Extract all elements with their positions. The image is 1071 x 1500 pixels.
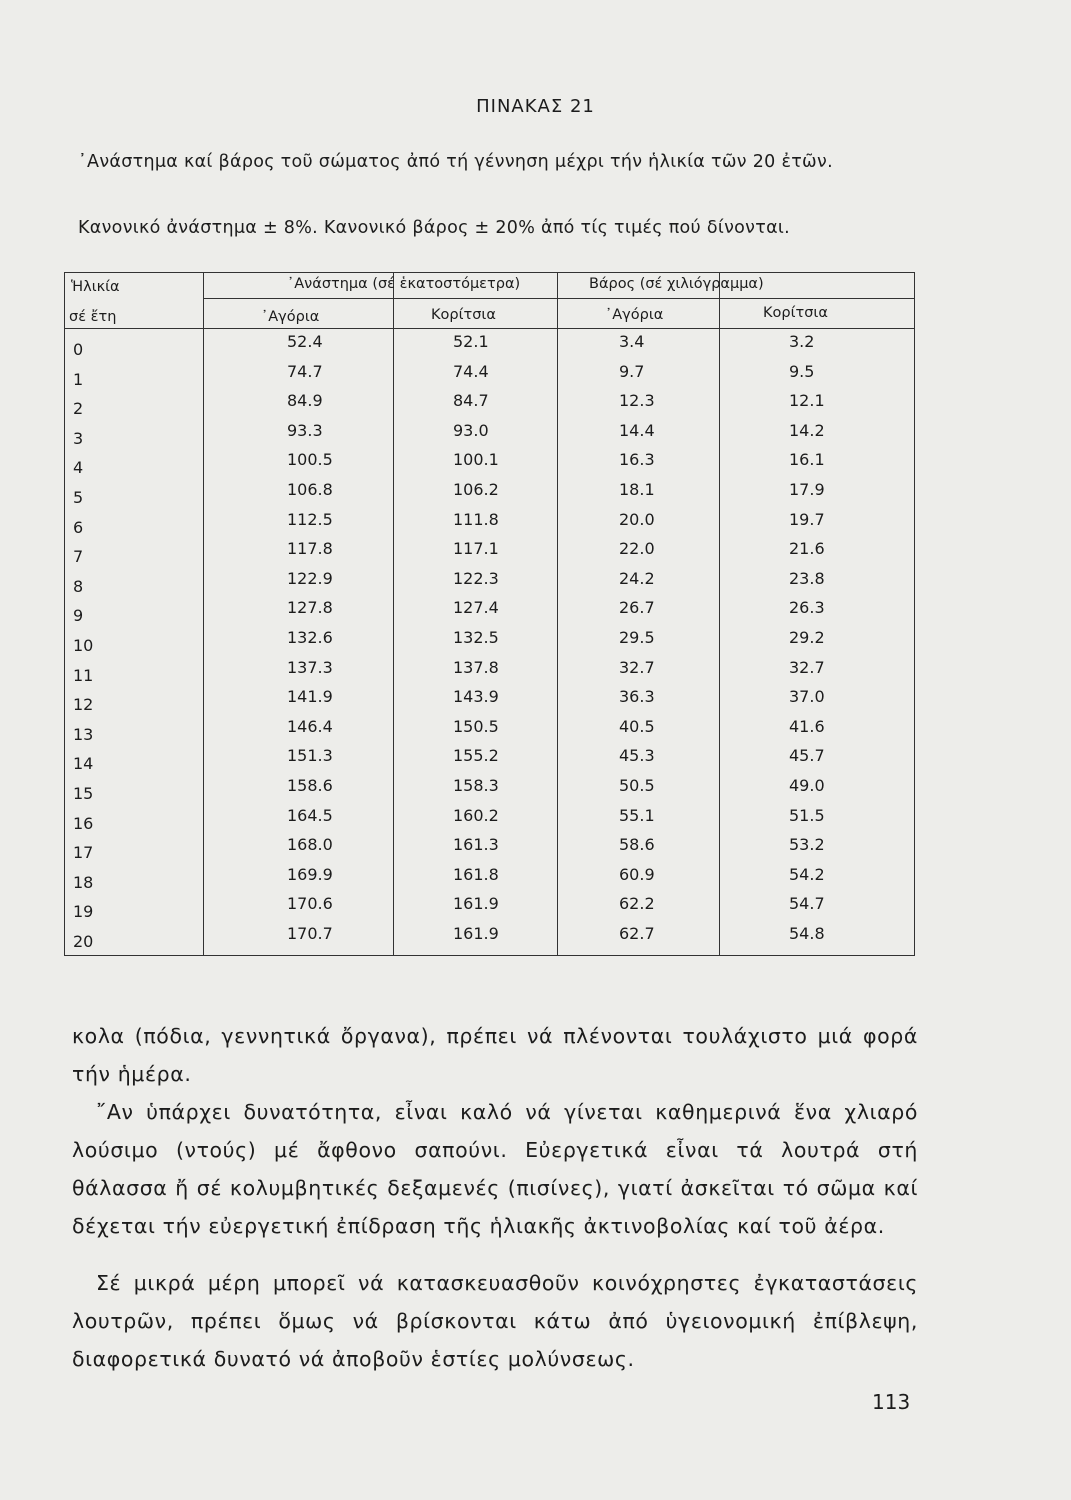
girls-weight-cell: 3.2 [789,332,815,351]
boys-height-cell: 164.5 [287,805,333,825]
girls-weight-cell: 41.6 [789,716,825,736]
boys-weight-cell: 32.7 [619,657,655,677]
boys-height-cell: 168.0 [287,835,333,855]
table-row [65,598,914,628]
boys-height-cell: 141.9 [287,687,333,707]
age-cell: 2 [73,399,84,419]
boys-height-cell: 117.8 [287,539,333,559]
girls-height-cell: 161.9 [453,924,499,943]
girls-height-cell: 143.9 [453,687,499,707]
paragraph: κολα (πόδια, γεννητικά ὄργανα), πρέπει νά πλένονται τουλάχιστο μιά φορά τήν ἡμέρα. [72,1024,918,1086]
boys-height-cell: 132.6 [287,628,333,647]
girls-weight-cell: 53.2 [789,835,825,855]
boys-weight-cell: 14.4 [619,420,655,440]
girls-weight-cell: 19.7 [789,509,825,529]
girls-height-cell: 52.1 [453,332,489,351]
boys-weight-cell: 62.7 [619,924,655,943]
weight-boys-header: ᾿Αγόρια [605,307,664,323]
weight-header: Βάρος (σέ χιλιόγραμμα) [589,276,764,292]
table-row [65,480,914,510]
boys-height-cell: 74.7 [287,361,323,381]
boys-weight-cell: 18.1 [619,480,655,499]
boys-weight-cell: 3.4 [619,332,645,351]
boys-weight-cell: 22.0 [619,539,655,559]
girls-height-cell: 150.5 [453,716,499,736]
boys-height-cell: 137.3 [287,657,333,677]
age-cell: 4 [73,458,84,478]
age-cell: 5 [73,488,84,507]
girls-weight-cell: 21.6 [789,539,825,559]
table-row [65,776,914,806]
height-boys-header: ᾿Αγόρια [261,309,320,325]
boys-weight-cell: 45.3 [619,746,655,766]
page-number: 113 [872,1390,911,1414]
boys-height-cell: 52.4 [287,332,323,351]
boys-height-cell: 84.9 [287,391,323,411]
age-cell: 7 [73,547,84,567]
age-cell: 11 [73,665,94,685]
girls-weight-cell: 12.1 [789,391,825,411]
girls-weight-cell: 23.8 [789,568,825,588]
header-divider [65,328,914,329]
boys-height-cell: 122.9 [287,568,333,588]
table-row [65,362,914,392]
girls-height-cell: 122.3 [453,568,499,588]
table-caption: ᾿Ανάστημα καί βάρος τοῦ σώματος ἀπό τή γέννηση μέχρι τήν ἡλικία τῶν 20 ἐτῶν. [78,152,833,172]
boys-height-cell: 112.5 [287,509,333,529]
table-row [65,510,914,540]
age-header-unit: σέ ἔτη [69,309,117,325]
boys-height-cell: 106.8 [287,480,333,499]
paragraph: ῎Αν ὑπάρχει δυνατότητα, εἶναι καλό νά γίνεται καθημερινά ἕνα χλιαρό λούσιμο (ντούς) μέ ἄφθονο σαπούνι. Εὐεργετικά εἶναι τά λουτρά στή θάλασσα ἤ σέ κολυμβητικές δεξαμενές (πισίνες), γιατί ἀσκεῖται τό σῶμα καί δέχεται τήν εὐεργετική ἐπίδραση τῆς ἡλιακῆς ἀκτινοβολίας καί τοῦ ἀέρα. [72,1100,918,1238]
boys-height-cell: 151.3 [287,746,333,766]
table-row [65,658,914,688]
table-row [65,835,914,865]
girls-weight-cell: 54.8 [789,924,825,943]
boys-weight-cell: 9.7 [619,361,645,381]
boys-height-cell: 170.6 [287,894,333,914]
girls-height-cell: 111.8 [453,509,499,529]
girls-height-cell: 93.0 [453,420,489,440]
table-row [65,717,914,747]
girls-weight-cell: 51.5 [789,805,825,825]
age-cell: 14 [73,754,94,774]
age-header: Ἡλικία [71,279,120,295]
age-cell: 16 [73,813,94,833]
boys-weight-cell: 36.3 [619,687,655,707]
table-row [65,569,914,599]
age-cell: 6 [73,517,84,537]
table-row [65,687,914,717]
age-cell: 0 [73,340,84,359]
girls-height-cell: 100.1 [453,450,499,470]
table-row [65,894,914,924]
table-row [65,539,914,569]
girls-weight-cell: 29.2 [789,628,825,647]
girls-height-cell: 161.3 [453,835,499,855]
boys-weight-cell: 12.3 [619,391,655,411]
girls-weight-cell: 9.5 [789,361,815,381]
age-cell: 10 [73,636,94,655]
age-cell: 15 [73,784,94,803]
boys-height-cell: 146.4 [287,716,333,736]
boys-weight-cell: 26.7 [619,598,655,618]
girls-weight-cell: 26.3 [789,598,825,618]
table-row [65,391,914,421]
boys-weight-cell: 29.5 [619,628,655,647]
girls-weight-cell: 45.7 [789,746,825,766]
girls-weight-cell: 49.0 [789,776,825,795]
girls-weight-cell: 14.2 [789,420,825,440]
growth-table [64,272,915,956]
boys-weight-cell: 20.0 [619,509,655,529]
age-cell: 9 [73,606,84,626]
table-row [65,865,914,895]
girls-weight-cell: 16.1 [789,450,825,470]
age-cell: 18 [73,872,94,892]
boys-weight-cell: 50.5 [619,776,655,795]
girls-height-cell: 161.9 [453,894,499,914]
header-divider [203,298,914,299]
age-cell: 1 [73,369,84,389]
table-note: Κανονικό ἀνάστημα ± 8%. Κανονικό βάρος ± 20% ἀπό τίς τιμές πού δίνονται. [78,218,790,238]
boys-weight-cell: 60.9 [619,864,655,884]
girls-height-cell: 132.5 [453,628,499,647]
boys-height-cell: 127.8 [287,598,333,618]
age-cell: 17 [73,843,94,863]
age-cell: 13 [73,724,94,744]
age-cell: 3 [73,428,84,448]
girls-weight-cell: 32.7 [789,657,825,677]
boys-height-cell: 93.3 [287,420,323,440]
girls-height-cell: 161.8 [453,864,499,884]
girls-height-cell: 117.1 [453,539,499,559]
table-row [65,332,914,362]
boys-height-cell: 158.6 [287,776,333,795]
height-girls-header: Κορίτσια [431,307,496,323]
table-row [65,628,914,658]
boys-weight-cell: 16.3 [619,450,655,470]
table-row [65,746,914,776]
table-row [65,421,914,451]
boys-weight-cell: 24.2 [619,568,655,588]
boys-weight-cell: 40.5 [619,716,655,736]
age-cell: 8 [73,576,84,596]
boys-weight-cell: 55.1 [619,805,655,825]
boys-height-cell: 100.5 [287,450,333,470]
girls-height-cell: 127.4 [453,598,499,618]
age-cell: 20 [73,932,94,951]
boys-height-cell: 170.7 [287,924,333,943]
girls-height-cell: 155.2 [453,746,499,766]
girls-height-cell: 158.3 [453,776,499,795]
table-title: ΠΙΝΑΚΑΣ 21 [476,96,595,117]
girls-height-cell: 84.7 [453,391,489,411]
girls-weight-cell: 37.0 [789,687,825,707]
table-row [65,806,914,836]
table-row [65,924,914,954]
girls-height-cell: 160.2 [453,805,499,825]
girls-weight-cell: 17.9 [789,480,825,499]
girls-height-cell: 106.2 [453,480,499,499]
girls-height-cell: 74.4 [453,361,489,381]
girls-height-cell: 137.8 [453,657,499,677]
paragraph: Σέ μικρά μέρη μπορεῖ νά κατασκευασθοῦν κοινόχρηστες ἐγκαταστάσεις λουτρῶν, πρέπει ὅμως νά βρίσκονται κάτω ἀπό ὑγειονομική ἐπίβλεψη, διαφορετικά δυνατό νά ἀποβοῦν ἑστίες μολύνσεως. [72,1271,918,1371]
age-cell: 19 [73,902,94,922]
girls-weight-cell: 54.2 [789,864,825,884]
age-cell: 12 [73,695,94,715]
girls-weight-cell: 54.7 [789,894,825,914]
table-row [65,450,914,480]
boys-weight-cell: 58.6 [619,835,655,855]
height-header: ᾿Ανάστημα (σέ ἑκατοστόμετρα) [287,276,521,292]
weight-girls-header: Κορίτσια [763,305,828,321]
boys-weight-cell: 62.2 [619,894,655,914]
boys-height-cell: 169.9 [287,864,333,884]
